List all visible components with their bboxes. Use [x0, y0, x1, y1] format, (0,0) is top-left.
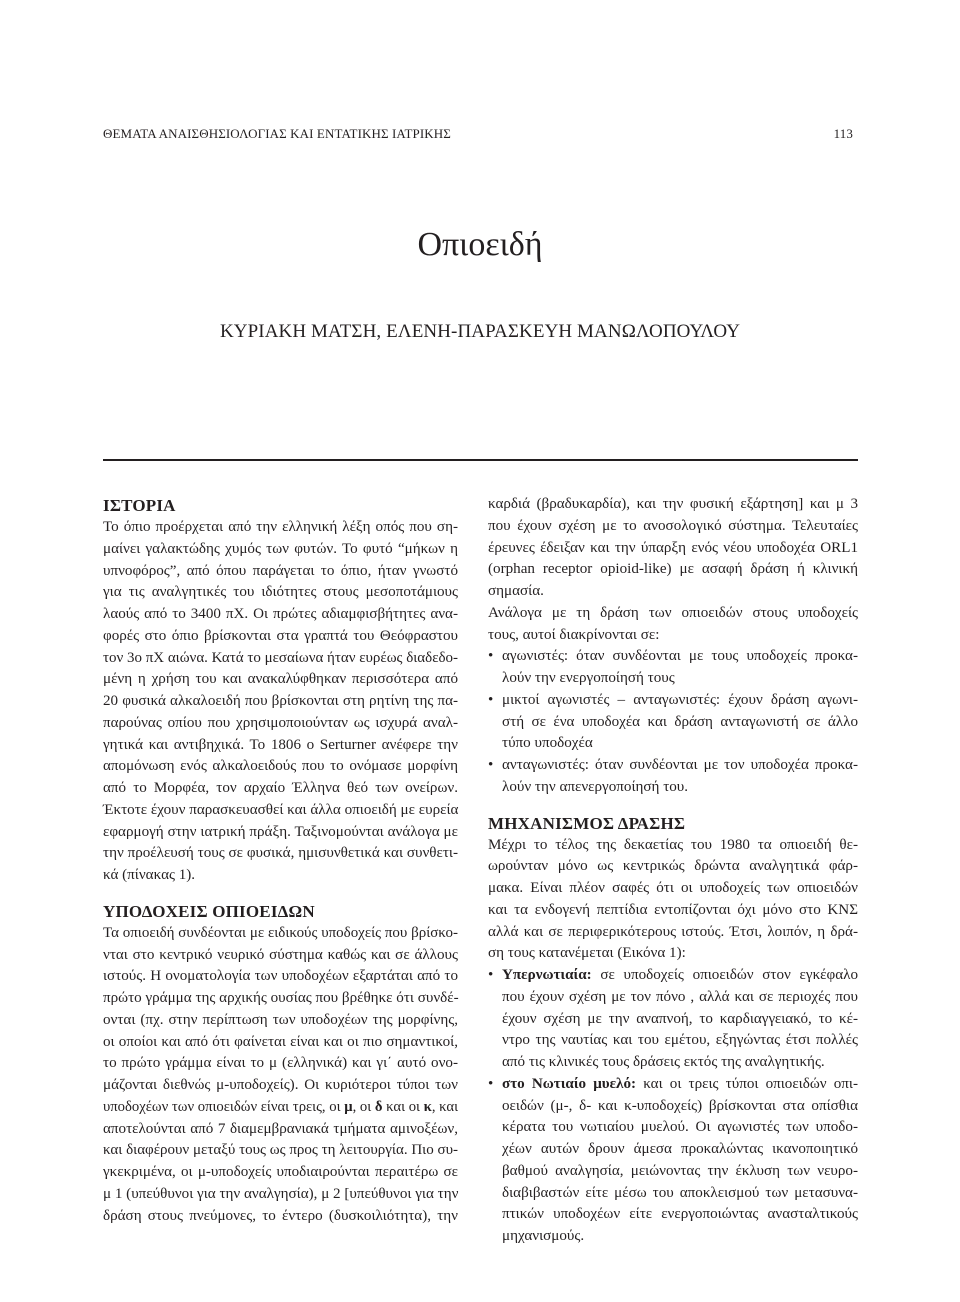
- list-item: [488, 965, 858, 1074]
- text-line: ονται (πχ. στην περίπτωση των υποδοχέων της μορφίνης,: [103, 1011, 458, 1028]
- text-line: Ανάλογα με τη δράση των οπιοειδών στους υποδοχείς: [488, 604, 858, 621]
- text-line: τους, αυτοί διακρίνονται σε:: [488, 626, 660, 643]
- text-line: τον 3ο πΧ αιώνα. Κατά το μεσαίωνα ήταν ευρέως διαδεδο-: [103, 649, 458, 666]
- text-line: ανταγωνιστές: όταν συνδέονται με τον υποδοχέα προκα-: [502, 757, 858, 773]
- text-line: Έκτοτε έχουν παρασκευασθεί και άλλα οπιοειδή με ευρεία: [103, 801, 459, 818]
- text-line: βαθμού αναλγησία, μειώνοντας την έκλυση των νευρο-: [502, 1162, 858, 1179]
- text-line: νται στο κεντρικό νευρικό σύστημα καθώς και σε άλλους: [103, 946, 458, 963]
- text-line: αποτελούνται από 7 διαμεμβρανιακά τμήματα αμινοξέων,: [103, 1120, 458, 1137]
- text-run: σε υποδοχείς οπιοειδών στον εγκέφαλο: [591, 967, 858, 983]
- text-line: μαίνει γαλακτώδης χυμός των φυτών. Το φυτό “μήκων η: [103, 540, 458, 557]
- text-line: (orphan receptor opioid-like) με ασαφή δράση ή κλινική: [488, 561, 858, 578]
- right-column: [488, 494, 858, 1248]
- bullet-icon: •: [488, 757, 494, 773]
- text-line: λούν την ενεργοποίησή τους: [502, 670, 675, 686]
- text-run: και οι τρεις τύποι οπιοειδών οπι-: [636, 1075, 859, 1092]
- section-heading-history: ΙΣΤΟΡΙΑ: [103, 496, 176, 515]
- text-line: μηχανισμούς.: [502, 1228, 585, 1244]
- text-line: τύπο υποδοχέα: [502, 735, 593, 752]
- text-line: ιστούς. Η ονοματολογία των υποδοχέων εξαρτάται από το: [103, 968, 458, 985]
- text-line: για τις αναλγητικές του ιδιότητες στους μεσοποτάμιους: [103, 584, 458, 601]
- article-authors: ΚΥΡΙΑΚΗ ΜΑΤΣΗ, ΕΛΕΝΗ-ΠΑΡΑΣΚΕΥΗ ΜΑΝΩΛΟΠΟΥΛΟΥ: [219, 321, 741, 342]
- text-line: και διαφέρουν μεταξύ τους ως προς τη λειτουργία. Πιο συ-: [103, 1142, 458, 1159]
- text-line: μικτοί αγωνιστές – ανταγωνιστές: έχουν δράση αγωνι-: [502, 691, 858, 708]
- text-line: έχουν σχέση με την αναπνοή, το καρδιαγγειακό, το κέ-: [502, 1010, 858, 1027]
- text-line: μ 1 (υπεύθυνοι για την αναλγησία), μ 2 [υπεύθυνοι για την: [103, 1185, 459, 1202]
- paragraph-history: [103, 517, 458, 887]
- section-heading-mechanism: ΜΗΧΑΝΙΣΜΟΣ ΔΡΑΣΗΣ: [488, 813, 686, 833]
- text-line: το πρώτο γράμμα είναι το μ (ελληνικά) και γι΄ αυτό ονο-: [103, 1055, 458, 1072]
- action-location-list: [488, 965, 858, 1248]
- text-line: κά (πίνακας 1).: [103, 867, 196, 883]
- text-line: την προέλευσή τους σε φυσικά, ημισυνθετικά και συνθετι-: [103, 845, 458, 862]
- text-line: μένη η χρήση του και ανακαλύφθηκαν περισσότερα από: [103, 671, 458, 688]
- journal-title: ΘΕΜΑΤΑ ΑΝΑΙΣΘΗΣΙΟΛΟΓΙΑΣ ΚΑΙ ΕΝΤΑΤΙΚΗΣ ΙΑΤΡΙΚΗΣ: [103, 126, 451, 141]
- text-line: πρώτο γράμμα της αρχικής ουσίας που βρέθηκε ότι συνδέ-: [103, 990, 459, 1006]
- text-line: ωρούνταν μόνο ως κεντρικώς δρώντα αναλγητικά φάρ-: [488, 858, 858, 875]
- bullet-icon: •: [488, 967, 494, 983]
- text-run: , οι: [352, 1098, 375, 1115]
- paragraph-receptors: [103, 923, 458, 1228]
- text-line: απομόνωση ενός αλκαλοειδούς που το ονόμασε μορφίνη: [103, 758, 458, 775]
- text-line: και τα ενδογενή πεπτίδια εντοπίζονται όχι μόνο στο ΚΝΣ: [488, 901, 858, 918]
- text-line: κέρατα του νωτιαίου μυελού. Οι αγωνιστές των υποδο-: [502, 1119, 858, 1136]
- text-line-receptor-types: [103, 1097, 458, 1119]
- text-line: από το Μορφέα, τον αρχαίο Έλληνα θεό των ονείρων.: [103, 780, 458, 796]
- text-line: αλλά και σε περιφερικότερους ιστούς. Έτσι, λοιπόν, η δρά-: [488, 923, 858, 940]
- text-line: που έχουν σχέση με τον πόνο , αλλά και σε περιοχές που: [502, 988, 858, 1005]
- text-line: Το όπιο προέρχεται από την ελληνική λέξη οπός που ση-: [103, 519, 458, 535]
- text-line: 20 φυσικά αλκαλοειδή που βρίσκονται στη ρητίνη της πα-: [103, 693, 458, 709]
- location-label: στο Νωτιαίο μυελό:: [502, 1075, 637, 1092]
- text-line: αγωνιστές: όταν συνδέονται με τους υποδοχείς προκα-: [502, 648, 858, 665]
- text-line: οι οποίοι και από ότι φαίνεται είναι και οι πιο σημαντικοί,: [103, 1033, 458, 1050]
- text-line: φορές στο όπιο βρίσκονται στα γραπτά του Θεόφραστου: [103, 627, 458, 644]
- text-line: δράση στους πνεύμονες, το έντερο (δυσκοιλιότητα), την: [103, 1207, 458, 1224]
- page-number: 113: [833, 126, 853, 141]
- receptor-mu: μ: [344, 1098, 353, 1115]
- text-line: γκεκριμένα, οι μ-υποδοχείς υποδιαιρούνται περαιτέρω σε: [103, 1164, 458, 1180]
- bullet-icon: •: [488, 691, 494, 708]
- text-line: χέων αυτών δρουν άμεσα προκαλώντας ικανοποιητικό: [502, 1141, 858, 1157]
- header-divider: [103, 459, 858, 461]
- receptor-delta: δ: [374, 1098, 383, 1115]
- section-heading-receptors: ΥΠΟΔΟΧΕΙΣ ΟΠΙΟΕΙΔΩΝ: [103, 901, 315, 921]
- text-run: , και: [431, 1098, 459, 1115]
- text-line: ντρο της ναυτίας και του εμέτου, εξηγώντας έτσι πολλές: [502, 1032, 858, 1049]
- text-line: από τις κλινικές τους δράσεις εκτός της αναλγητικής.: [502, 1054, 825, 1070]
- list-item: [488, 646, 858, 690]
- text-run: και οι: [382, 1098, 424, 1115]
- list-item: [488, 755, 858, 799]
- text-line: διαβιβαστών είτε μέσω του αποκλεισμού των μετασυνα-: [502, 1184, 858, 1201]
- running-header: [103, 126, 853, 146]
- text-line: εφαρμογή στην ιατρική πράξη. Ταξινομούνται ανάλογα με: [103, 823, 458, 840]
- receptor-action-list: [488, 646, 858, 798]
- text-line: Τα οπιοειδή συνδέονται με ειδικούς υποδοχείς που βρίσκο-: [103, 924, 458, 941]
- text-line: λαούς από το 3400 πΧ. Οι πρώτες αδιαμφισβήτητες ανα-: [103, 606, 458, 622]
- text-line: λούν την απενεργοποίησή του.: [502, 778, 689, 795]
- text-run: υποδοχέων των οπιοειδών είναι τρεις, οι: [103, 1098, 345, 1115]
- article-title: Οπιοειδή: [417, 226, 543, 263]
- text-line: [502, 1074, 858, 1096]
- text-line: καρδιά (βραδυκαρδία), και την φυσική εξάρτηση] και μ 3: [488, 496, 858, 512]
- text-line: στή σε ένα υποδοχέα και δράση ανταγωνιστή σε άλλο: [502, 713, 858, 730]
- text-line: γητικά και αντιβηχικά. Το 1806 ο Serturner ανέφερε την: [103, 736, 458, 753]
- text-line: Μέχρι το τέλος της δεκαετίας του 1980 τα οπιοειδή θε-: [488, 836, 858, 853]
- text-line: υπνοφόρος”, από όπου παράγεται το όπιο, ήταν γνωστό: [103, 562, 458, 579]
- list-item: [488, 1074, 858, 1248]
- text-line: σημασία.: [488, 583, 544, 599]
- receptor-kappa: κ: [423, 1098, 432, 1115]
- text-line: μάζονται διεθνώς μ-υποδοχείς). Οι κυριότεροι τύποι των: [103, 1077, 458, 1093]
- paragraph-receptors-continued: [488, 494, 858, 646]
- paragraph-mechanism: [488, 835, 858, 966]
- text-line: μακα. Είναι πλέον σαφές ότι οι υποδοχείς των οπιοειδών: [488, 880, 858, 896]
- text-line: ση τους κατανέμεται (Εικόνα 1):: [488, 945, 686, 962]
- text-line: έρευνες έδειξαν και την ύπαρξη ενός νέου υποδοχέα ORL1: [488, 539, 858, 556]
- text-line: παρούνας οπίου που χρησιμοποιούνταν ως ισχυρά αναλ-: [103, 714, 458, 731]
- left-column: [103, 495, 458, 1227]
- list-item: [488, 690, 858, 755]
- text-line: [502, 965, 858, 987]
- text-line: που έχουν σχέση με το ανοσολογικό σύστημα. Τελευταίες: [488, 517, 858, 534]
- bullet-icon: •: [488, 648, 494, 665]
- text-line: πτικών υποδοχέων είτε ενεργοποιώντας ανασταλτικούς: [502, 1206, 858, 1223]
- text-line: οειδών (μ-, δ- και κ-υποδοχείς) βρίσκονται στα οπίσθια: [502, 1097, 858, 1114]
- location-label: Υπερνωτιαία:: [502, 967, 592, 983]
- bullet-icon: •: [488, 1075, 494, 1092]
